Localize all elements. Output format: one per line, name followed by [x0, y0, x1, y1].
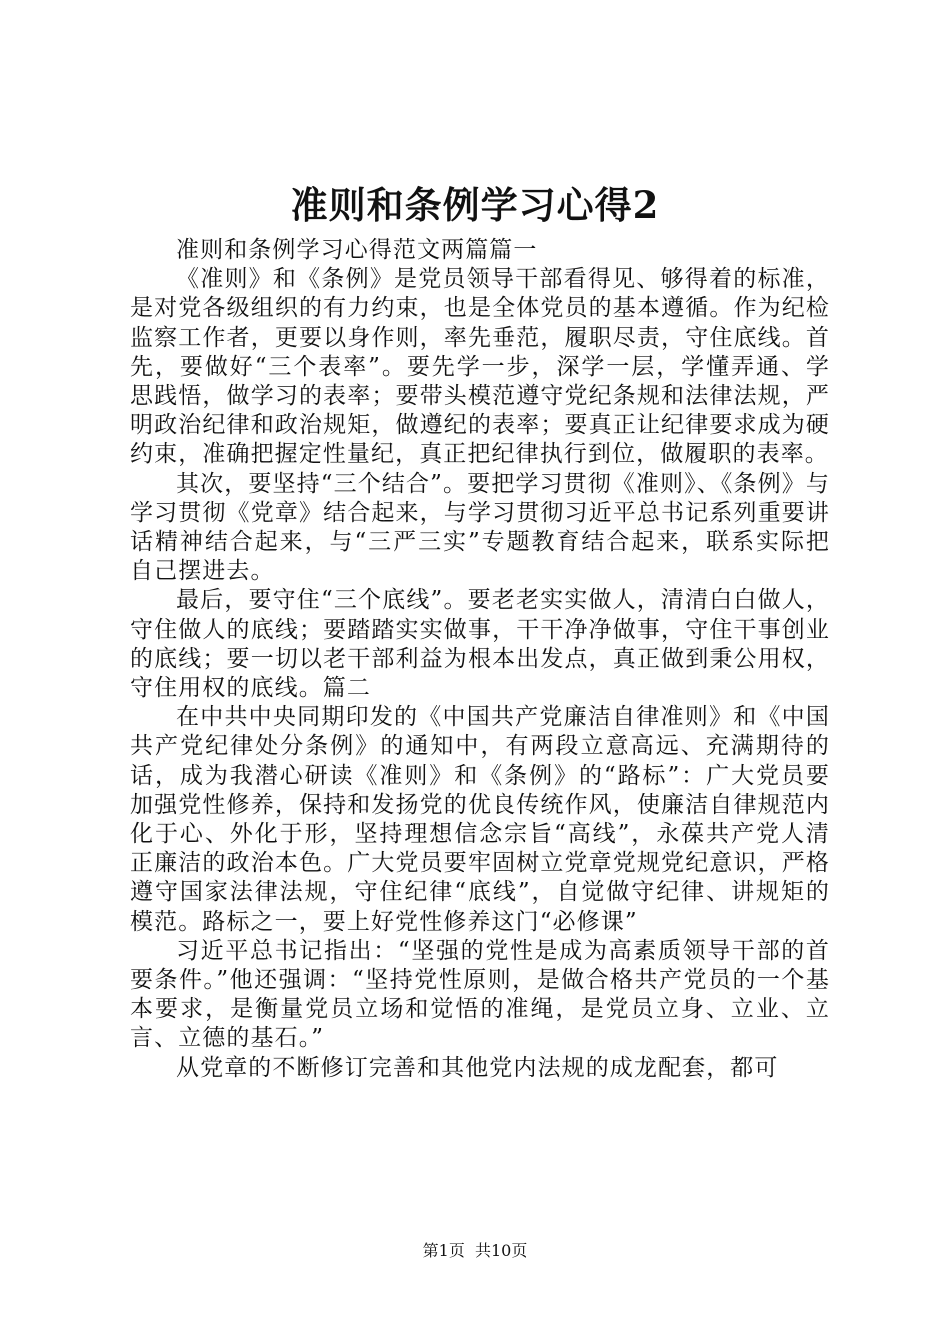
- body-paragraph-2: 其次，要坚持“三个结合”。要把学习贯彻《准则》、《条例》与学习贯彻《党章》结合起来，与学习贯彻习近平总书记系列重要讲话精神结合起来，与“三严三实”专题教育结合起来，联系实际把自己摆进去。: [130, 470, 830, 585]
- subtitle-paragraph: 准则和条例学习心得范文两篇篇一: [176, 237, 538, 263]
- body-paragraph-5: 习近平总书记指出：“坚强的党性是成为高素质领导干部的首要条件。”他还强调：“坚持党性原则，是做合格共产党员的一个基本要求，是衡量党员立场和觉悟的准绳，是党员立身、立业、立言、立德的基石。”: [130, 937, 830, 1052]
- document-title: 准则和条例学习心得2: [290, 183, 660, 227]
- document-body: [130, 236, 830, 1083]
- body-paragraph-6: 从党章的不断修订完善和其他党内法规的成龙配套，都可: [176, 1054, 779, 1081]
- body-paragraph-3: 最后，要守住“三个底线”。要老老实实做人，清清白白做人，守住做人的底线；要踏踏实实做事，干干净净做事，守住干事创业的底线；要一切以老干部利益为根本出发点，真正做到秉公用权，守住用权的底线。篇二: [130, 587, 830, 702]
- page-number-footer: 第1页 共10页: [422, 1241, 528, 1260]
- body-paragraph-1: 《准则》和《条例》是党员领导干部看得见、够得着的标准，是对党各级组织的有力约束，也是全体党员的基本遵循。作为纪检监察工作者，更要以身作则，率先垂范，履职尽责，守住底线。首先，要做好“三个表率”。要先学一步，深学一层，学懂弄通、学思践悟，做学习的表率；要带头模范遵守党纪条规和法律法规，严明政治纪律和政治规矩，做遵纪的表率；要真正让纪律要求成为硬约束，准确把握定性量纪，真正把纪律执行到位，做履职的表率。: [130, 266, 830, 468]
- body-paragraph-4: 在中共中央同期印发的《中国共产党廉洁自律准则》和《中国共产党纪律处分条例》的通知中，有两段立意高远、充满期待的话，成为我潜心研读《准则》和《条例》的“路标”：广大党员要加强党性修养，保持和发扬党的优良传统作风，使廉洁自律规范内化于心、外化于形，坚持理想信念宗旨“高线”，永葆共产党人清正廉洁的政治本色。广大党员要牢固树立党章党规党纪意识，严格遵守国家法律法规，守住纪律“底线”，自觉做守纪律、讲规矩的模范。路标之一，要上好党性修养这门“必修课”: [130, 704, 830, 935]
